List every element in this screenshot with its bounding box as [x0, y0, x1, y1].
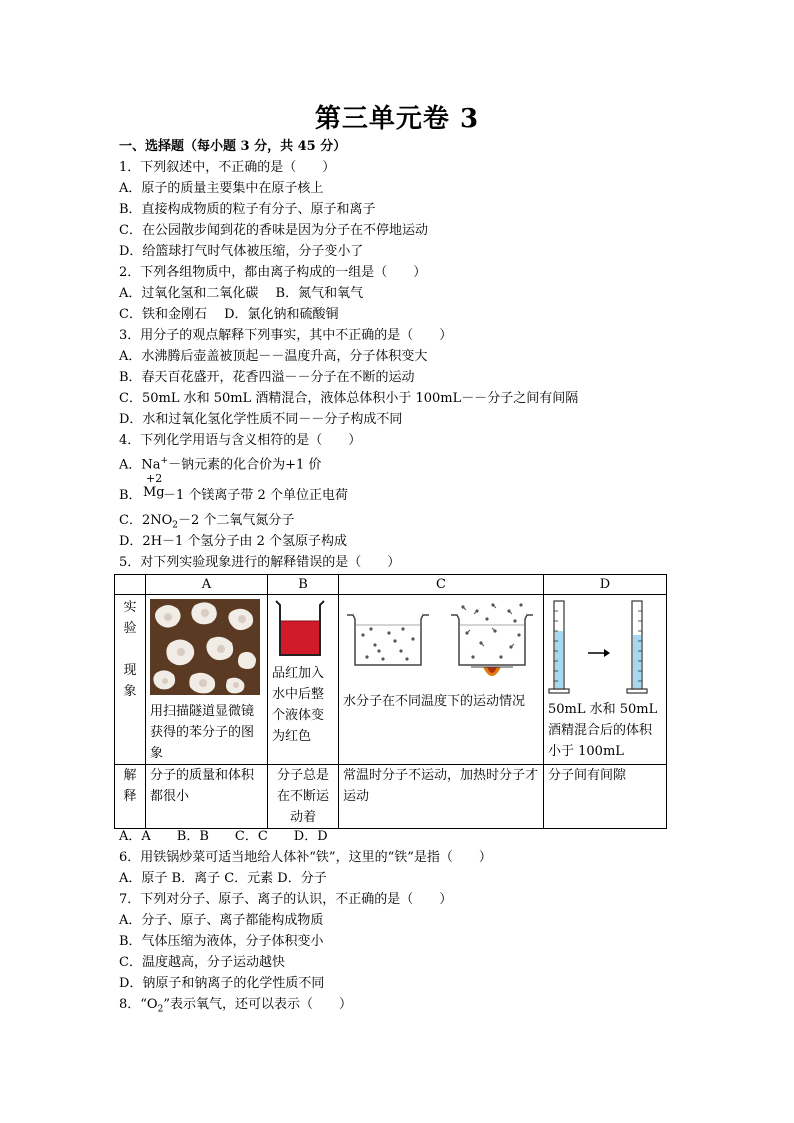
q7-option-a: A．分子、原子、离子都能构成物质	[119, 913, 324, 928]
question-2: 2．下列各组物质中，都由离子构成的一组是（ ）	[119, 265, 427, 280]
benzene-stm-image	[150, 599, 260, 695]
q4-option-c: C．$2NO_2-2$ 个二氧气氮分子	[119, 513, 295, 531]
caption-a: 用扫描隧道显微镜获得的苯分子的图象	[150, 704, 255, 761]
beaker-red-liquid-image	[272, 597, 328, 659]
q2-options-ab: A．过氧化氢和二氧化碳 B．氮气和氧气	[119, 286, 364, 301]
mg-symbol: Mg	[143, 485, 165, 500]
q3-option-b: B．春天百花盛开，花香四溢－－分子在不断的运动	[119, 370, 415, 385]
mg-charge: +2	[146, 472, 163, 485]
row-label-explanation: 解 释	[115, 765, 146, 829]
explanation-d: 分子间有间隙	[544, 765, 667, 829]
corner-cell	[115, 575, 146, 595]
header-a: A	[146, 575, 268, 595]
page-title: 第三单元卷 3	[314, 104, 480, 134]
caption-c: 水分子在不同温度下的运动情况	[343, 694, 526, 709]
water-molecules-diagram	[343, 601, 533, 685]
explanation-c: 常温时分子不运动，加热时分子才运动	[339, 765, 544, 829]
question-8: 8．“$O_2$”表示氧气，还可以表示（ ）	[119, 997, 352, 1015]
q1-option-c: C．在公园散步闻到花的香味是因为分子在不停地运动	[119, 223, 428, 238]
explanation-b: 分子总是在不断运动着	[268, 765, 339, 829]
q2-options-cd: C．铁和金刚石 D．氯化钠和硫酸铜	[119, 307, 339, 322]
question-1: 1．下列叙述中，不正确的是（ ）	[119, 160, 336, 175]
q4-option-d: D．2H－1 个氢分子由 2 个氢原子构成	[119, 534, 347, 549]
caption-b: 品红加入水中后整个液体变为红色	[272, 666, 325, 744]
q1-option-a: A．原子的质量主要集中在原子核上	[119, 181, 324, 196]
header-d: D	[544, 575, 667, 595]
q7-option-c: C．温度越高，分子运动越快	[119, 955, 285, 970]
q3-option-d: D．水和过氧化氢化学性质不同－－分子构成不同	[119, 412, 403, 427]
caption-d: 50mL 水和 50mL 酒精混合后的体积小于 100mL	[548, 702, 658, 759]
q6-options: A．原子 B．离子 C．元素 D．分子	[119, 871, 327, 886]
question-5: 5．对下列实验现象进行的解释错误的是（ ）	[119, 555, 401, 570]
measuring-cylinders-diagram	[548, 597, 654, 697]
q1-option-d: D．给篮球打气时气体被压缩，分子变小了	[119, 244, 364, 259]
experiment-table	[114, 574, 667, 829]
question-6: 6．用铁锅炒菜可适当地给人体补“铁”，这里的“铁”是指（ ）	[119, 850, 492, 865]
cell-b-phenomenon	[268, 595, 339, 765]
header-b: B	[268, 575, 339, 595]
q5-options: A．A B．B C．C D．D	[119, 829, 328, 844]
q3-option-c: C．50mL 水和 50mL 酒精混合，液体总体积小于 100mL－－分子之间有间隔	[119, 391, 579, 406]
explanation-a: 分子的质量和体积都很小	[146, 765, 268, 829]
q7-option-d: D．钠原子和钠离子的化学性质不同	[119, 976, 325, 991]
question-3: 3．用分子的观点解释下列事实，其中不正确的是（ ）	[119, 328, 453, 343]
question-7: 7．下列对分子、原子、离子的认识，不正确的是（ ）	[119, 892, 453, 907]
q1-option-b: B．直接构成物质的粒子有分子、原子和离子	[119, 202, 376, 217]
q3-option-a: A．水沸腾后壶盖被顶起－－温度升高，分子体积变大	[119, 349, 428, 364]
section-heading: 一、选择题（每小题 3 分，共 45 分）	[119, 139, 347, 154]
question-4: 4．下列化学用语与含义相符的是（ ）	[119, 433, 362, 448]
cell-d-phenomenon	[544, 595, 667, 765]
q4-option-b: B． +2 Mg －1 个镁离子带 2 个单位正电荷	[119, 472, 348, 503]
q4-option-a: A．Na+－钠元素的化合价为+1 价	[119, 456, 322, 473]
cell-c-phenomenon	[339, 595, 544, 765]
questions-top	[119, 136, 699, 573]
questions-bottom	[119, 826, 699, 1015]
cell-a-phenomenon	[146, 595, 268, 765]
header-c: C	[339, 575, 544, 595]
row-label-phenomenon: 实 验 现 象	[115, 595, 146, 765]
q7-option-b: B．气体压缩为液体，分子体积变小	[119, 934, 324, 949]
